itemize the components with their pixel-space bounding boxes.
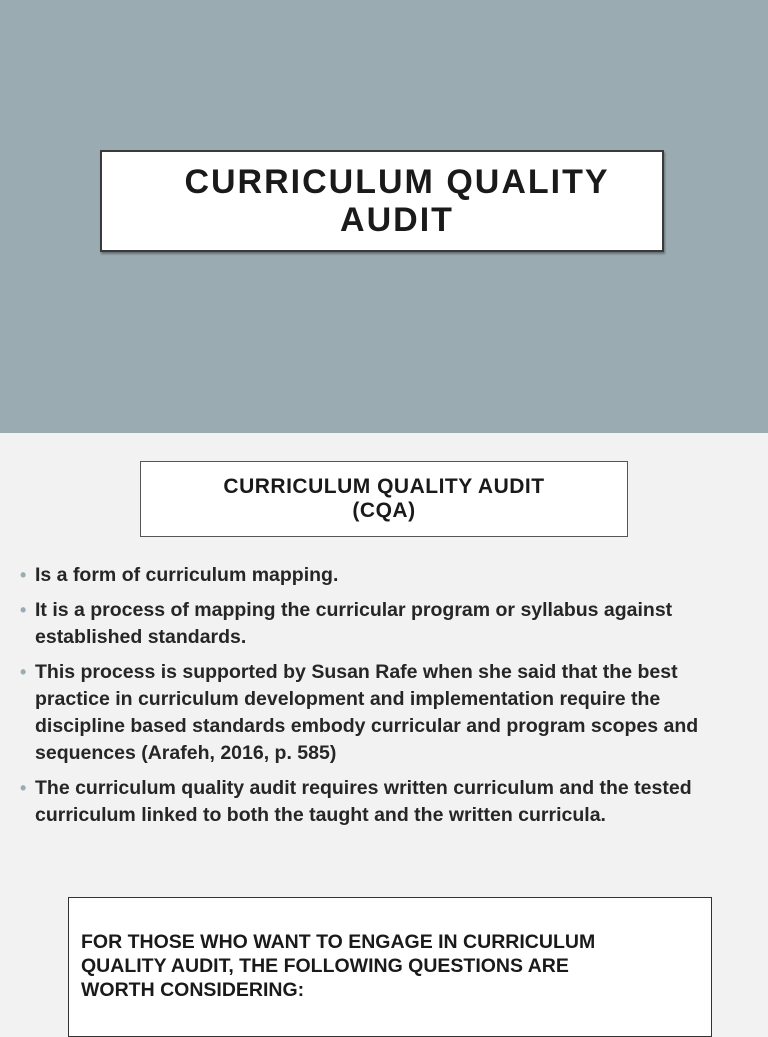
bullet-icon: •	[20, 662, 27, 682]
slide-title: CURRICULUM QUALITY AUDIT	[184, 163, 610, 239]
questions-box	[68, 897, 712, 1037]
bullet-text: The curriculum quality audit requires written curriculum and the tested curriculum linked to both the taught and the written curricula.	[35, 777, 692, 826]
bullet-list	[20, 562, 740, 837]
heading-box	[140, 461, 628, 537]
content-slide	[0, 433, 768, 1024]
list-item	[20, 597, 740, 651]
bullet-icon: •	[20, 565, 27, 585]
slide-heading: CURRICULUM QUALITY AUDIT (CQA)	[223, 475, 545, 522]
bullet-icon: •	[20, 600, 27, 620]
title-slide	[0, 0, 768, 433]
bullet-text: It is a process of mapping the curricular program or syllabus against established standards.	[35, 599, 673, 648]
list-item	[20, 775, 740, 829]
title-box	[100, 150, 664, 252]
bullet-text: This process is supported by Susan Rafe when she said that the best practice in curriculum development and implementation require the discipline based standards embody curricular and program scopes and sequences (Arafeh, 2016, p. 585)	[35, 661, 699, 764]
questions-heading: FOR THOSE WHO WANT TO ENGAGE IN CURRICULUM QUALITY AUDIT, THE FOLLOWING QUESTIONS ARE WORTH CONSIDERING:	[81, 931, 596, 1001]
bullet-icon: •	[20, 778, 27, 798]
list-item	[20, 562, 740, 589]
list-item	[20, 659, 740, 767]
bullet-text: Is a form of curriculum mapping.	[35, 564, 339, 586]
